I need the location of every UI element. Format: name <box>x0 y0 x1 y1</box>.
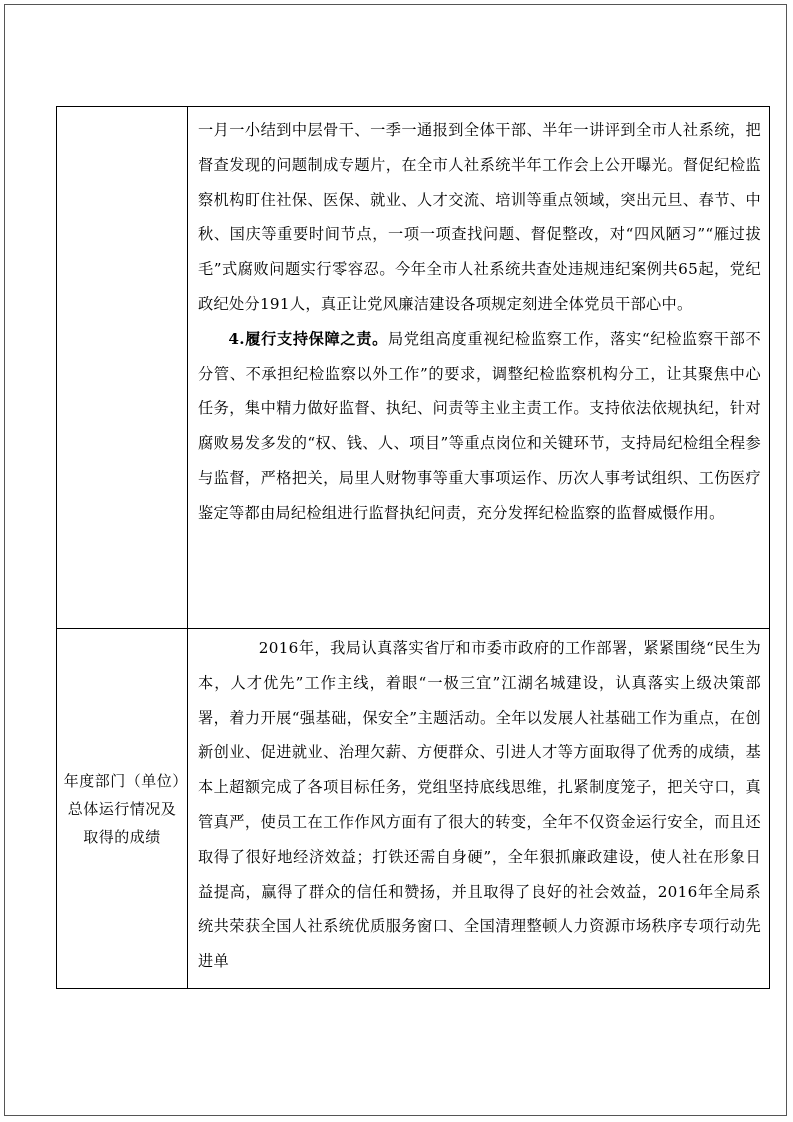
row2-label-cell <box>57 629 188 989</box>
table-row-supervision <box>57 107 770 629</box>
row1-content-cell <box>188 107 770 629</box>
row1-paragraph-2 <box>198 322 761 531</box>
report-table <box>56 106 770 989</box>
row1-paragraph-2-body: 局党组高度重视纪检监察工作，落实“纪检监察干部不分管、不承担纪检监察以外工作”的要求，调整纪检监察机构分工，让其聚焦中心任务，集中精力做好监督、执纪、问责等主业主责工作。支持依法依规执纪，针对腐败易发多发的“权、钱、人、项目”等重点岗位和关键环节，支持局纪检组全程参与监督，严格把关，局里人财物事等重大事项运作、历次人事考试组织、工伤医疗鉴定等都由局纪检组进行监督执纪问责，充分发挥纪检监察的监督威慑作用。 <box>198 329 762 522</box>
row2-paragraph-1: 2016年，我局认真落实省厅和市委市政府的工作部署，紧紧围绕“民生为本，人才优先”工作主线，着眼“一极三宜”江湖名城建设，认真落实上级决策部署，着力开展“强基础，保安全”主题活动。全年以发展人社基础工作为重点，在创新创业、促进就业、治理欠薪、方便群众、引进人才等方面取得了优秀的成绩，基本上超额完成了各项目标任务，党组坚持底线思维，扎紧制度笼子，把关守口，真管真严，使员工在工作作风方面有了很大的转变，全年不仅资金运行安全，而且还取得了很好地经济效益；打铁还需自身硬”，全年狠抓廉政建设，使人社在形象日益提高，赢得了群众的信任和赞扬，并且取得了良好的社会效益，2016年全局系统共荣获全国人社系统优质服务窗口、全国清理整顿人力资源市场秩序专项行动先进单 <box>198 639 761 971</box>
row1-paragraph-1: 一月一小结到中层骨干、一季一通报到全体干部、半年一讲评到全市人社系统，把督查发现的问题制成专题片，在全市人社系统半年工作会上公开曝光。督促纪检监察机构盯住社保、医保、就业、人才交流、培训等重点领域，突出元旦、春节、中秋、国庆等重要时间节点，一项一项查找问题、督促整改，对“四风陋习”“雁过拔毛”式腐败问题实行零容忍。今年全市人社系统共查处违规违纪案例共65起，党纪政纪处分191人，真正让党风廉洁建设各项规定刻进全体党员干部心中。 <box>198 121 761 313</box>
row1-paragraph-2-heading: 4.履行支持保障之责。 <box>228 329 389 348</box>
row2-content-cell <box>188 629 770 989</box>
row1-label-cell <box>57 107 188 629</box>
row2-label: 年度部门（单位）总体运行情况及取得的成绩 <box>63 771 181 846</box>
table-row-annual-performance <box>57 629 770 989</box>
